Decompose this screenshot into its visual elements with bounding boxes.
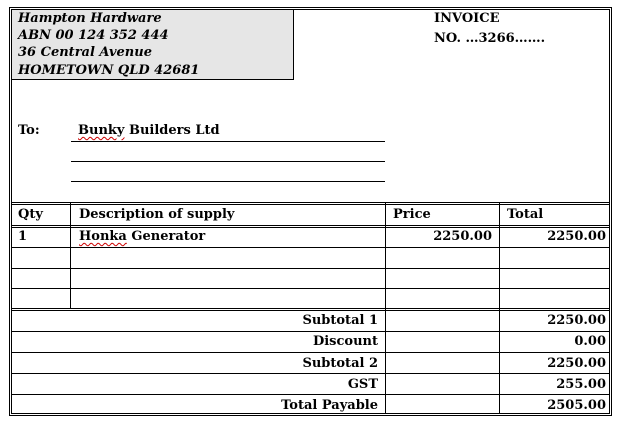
to-label: To: [18, 123, 40, 138]
total-payable-label: Total Payable [281, 398, 378, 413]
col-rule-qty [70, 203, 71, 309]
header-total: Total [507, 207, 544, 222]
subtotal1-value: 2250.00 [547, 313, 606, 328]
address-line-2 [71, 161, 385, 162]
seller-street: 36 Central Avenue [18, 45, 152, 60]
row-rule-4b [11, 310, 610, 311]
seller-name: Hampton Hardware [18, 11, 162, 26]
row-rule-1 [11, 247, 610, 248]
customer-name-rest: Builders Ltd [124, 123, 220, 138]
row-rule-2 [11, 268, 610, 269]
customer-name-prefix: Bunky [78, 123, 125, 138]
total-payable-value: 2505.00 [547, 398, 606, 413]
row1-description [79, 229, 205, 245]
row1-qty: 1 [18, 229, 28, 244]
row-rule-4 [11, 308, 610, 309]
summary-rule-2 [11, 352, 610, 353]
table-top-rule [11, 202, 610, 203]
row1-desc-word: Honka [79, 229, 127, 244]
address-line-3 [71, 181, 385, 182]
row1-total: 2250.00 [547, 229, 606, 244]
seller-abn: ABN 00 124 352 444 [18, 28, 169, 43]
row1-price: 2250.00 [433, 229, 492, 244]
invoice-number: NO. …3266……. [434, 31, 546, 46]
table-top-rule-2 [11, 204, 610, 205]
subtotal1-label: Subtotal 1 [302, 313, 378, 328]
address-line-1 [71, 141, 385, 142]
summary-rule-4 [11, 394, 610, 395]
summary-rule-1 [11, 331, 610, 332]
customer-name [78, 123, 220, 139]
discount-value: 0.00 [574, 334, 606, 349]
header-bottom-rule [11, 225, 610, 226]
seller-city: HOMETOWN QLD 42681 [18, 63, 200, 78]
summary-rule-3 [11, 373, 610, 374]
discount-label: Discount [312, 334, 378, 349]
subtotal2-label: Subtotal 2 [302, 356, 378, 371]
subtotal2-value: 2250.00 [547, 356, 606, 371]
header-qty: Qty [18, 207, 43, 222]
header-price: Price [393, 207, 431, 222]
header-bottom-rule-2 [11, 227, 610, 228]
gst-label: GST [347, 377, 378, 392]
header-description: Description of supply [79, 207, 235, 222]
gst-value: 255.00 [556, 377, 606, 392]
row-rule-3 [11, 288, 610, 289]
row1-desc-rest: Generator [126, 229, 206, 244]
invoice-title: INVOICE [434, 11, 500, 26]
